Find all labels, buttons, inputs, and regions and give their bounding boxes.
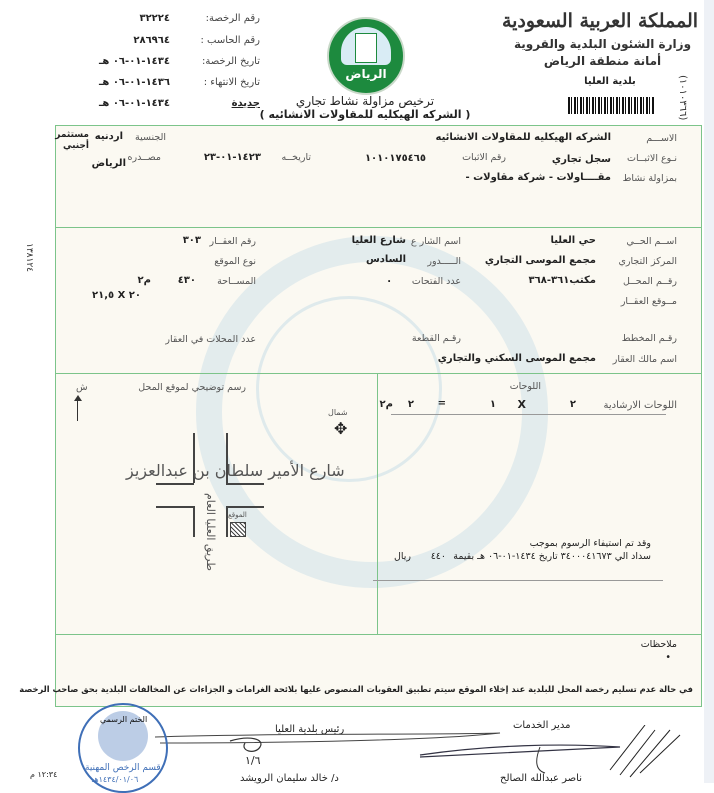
expiry-date-label: تاريخ الانتهاء : xyxy=(203,77,260,88)
fees-line1: وقد تم استيفاء الرسوم بموجب xyxy=(529,538,651,549)
road-line xyxy=(193,506,195,537)
barcode xyxy=(568,97,654,114)
fees-currency: ريال xyxy=(393,551,411,562)
site-label: مــوقع العقــار xyxy=(620,296,677,307)
property-owner-label: اسم مالك العقار xyxy=(612,354,677,365)
signature-stroke xyxy=(610,725,680,777)
cross-street-name: طريق العليا العام xyxy=(204,493,217,571)
north-arrow-head xyxy=(74,395,82,401)
logo-emblem xyxy=(341,27,391,65)
id-date: ١٤٢٣-٠١-٢٣ xyxy=(203,152,261,163)
area-unit: م٢ xyxy=(137,275,151,286)
signs-underline xyxy=(391,414,666,415)
id-type: سجل تجاري xyxy=(551,154,611,165)
compass-icon: ✥ xyxy=(334,419,348,438)
stamp-section-text: قسم الرخص المهنية xyxy=(85,763,161,773)
road-line xyxy=(226,483,264,485)
shop-number-label: رقــم المحــل xyxy=(623,276,677,287)
shops-count-label: عدد المحلات في العقار xyxy=(165,334,256,345)
floor: السادس xyxy=(365,254,406,265)
services-manager-name: ناصر عبدالله الصالح xyxy=(500,773,582,784)
fees-amount: ٤٤٠ xyxy=(430,551,446,562)
plan-number-label: رقـم المخطط xyxy=(621,333,677,344)
district: حي العليا xyxy=(550,235,596,246)
signature-stroke xyxy=(230,738,261,751)
activity-label: بمزاولة نشاط xyxy=(622,173,677,184)
notes-warning: في حالة عدم تسليم رخصة المحل للبلدية عند إخلاء الموقع سيتم تطبيق العقوبات المنصوص عليها بلائحة الغرامات و الجزاءات عن المخالفات البلدية بحق صاحب الرخصة xyxy=(19,684,693,694)
license-number: ٣٢٢٢٤ xyxy=(139,13,170,24)
divider xyxy=(56,373,701,374)
road-line xyxy=(156,483,194,485)
signs-total: ٢ xyxy=(407,399,414,410)
fees-line2: سداد الي ٣٤٠٠٠٤١٦٧٣ تاريخ ١٤٣٤-٠١-٠٦ هـ بقيمة xyxy=(453,551,651,562)
shop-number: مكتب٣٦١-٣٦٨ xyxy=(528,275,596,286)
expiry-date-row xyxy=(30,77,260,88)
fees-underline xyxy=(373,580,663,581)
nationality-label: الجنسية xyxy=(135,132,166,143)
computer-number-row xyxy=(30,35,260,46)
logo-tower-icon xyxy=(355,33,377,63)
stamp-date: ١٤٣٤/٠١/٠٦هـ xyxy=(92,775,139,784)
source: الرياض xyxy=(91,158,126,169)
license-number-row xyxy=(30,13,260,24)
handwritten-date: ١/٦ xyxy=(245,754,261,767)
license-number-label: رقم الرخصة: xyxy=(205,13,260,24)
kingdom-title: المملكة العربية السعودية xyxy=(501,10,699,32)
name-label: الاســـم xyxy=(646,133,677,144)
signatures xyxy=(140,725,700,783)
signs-label: اللوحات الارشادية xyxy=(603,400,677,411)
id-number: ١٠١٠١٧٥٤٦٥ xyxy=(364,153,426,164)
street: شارع العليا xyxy=(351,235,406,246)
owner-name: الشركه الهيكليه للمقاولات الانشائيه xyxy=(435,132,611,143)
side-reference-number: (١٠١٠٣٦٦) xyxy=(677,75,688,121)
expiry-date: ١٤٣٦-٠١-٠٦ هـ xyxy=(98,77,170,88)
status-date: ١٤٣٤-٠١-٠٦ هـ xyxy=(98,98,170,109)
notes-label: ملاحظات xyxy=(640,639,677,650)
computer-number-label: رقم الحاسب : xyxy=(200,35,260,46)
services-manager-title: مدير الخدمات xyxy=(513,720,571,731)
id-type-label: نـوع الاثبــات xyxy=(627,153,677,164)
plot-number-label: رقـم القطعة xyxy=(411,333,461,344)
investor-type: مستثمر أجنبي xyxy=(55,130,89,151)
source-label: مصــدره xyxy=(127,152,161,163)
signs-count: ٢ xyxy=(569,399,576,410)
signature-stroke xyxy=(155,733,500,743)
watermark-inner-ring xyxy=(256,296,442,482)
street-label: اسم الشار ع xyxy=(410,236,461,247)
license-date-label: تاريخ الرخصة: xyxy=(201,56,260,67)
nationality: اردنيه xyxy=(94,131,123,142)
signs-unit: م٢ xyxy=(379,399,393,410)
signature-stroke xyxy=(420,745,620,757)
riyadh-logo xyxy=(327,17,405,95)
official-stamp xyxy=(78,703,168,793)
site-type-label: نوع الموقع xyxy=(214,256,256,267)
north-short-label: ش xyxy=(76,382,88,393)
road-line xyxy=(226,506,264,508)
signs-equals: = xyxy=(437,398,446,409)
notes-bullet: • xyxy=(665,652,671,663)
divider xyxy=(56,634,701,635)
road-line xyxy=(156,506,194,508)
document-subtitle: ( الشركه الهيكليه للمقاولات الانشائيه ) xyxy=(259,108,471,121)
area: ٤٣٠ xyxy=(177,275,196,286)
computer-number: ٢٨٦٩٦٤ xyxy=(133,35,170,46)
signs-times: X xyxy=(517,398,526,411)
openings: . xyxy=(387,274,391,285)
status-row xyxy=(30,98,260,109)
page-edge xyxy=(704,0,714,783)
signs-title: اللوحات xyxy=(509,381,541,392)
left-reference-number: ١٣٨١٢٤ xyxy=(24,243,34,273)
license-date-row xyxy=(30,56,260,67)
signs-size: ١ xyxy=(489,399,496,410)
stamp-top-text: الختم الرسمي xyxy=(100,715,148,724)
commercial-center: مجمع الموسى التجاري xyxy=(484,255,596,266)
floor-label: الـــــدور xyxy=(427,256,461,267)
site-marker xyxy=(230,522,246,537)
logo-text: الرياض xyxy=(345,67,387,81)
license-date: ١٤٣٤-٠١-٠٦ هـ xyxy=(98,56,170,67)
print-time: ١٢:٣٤ م xyxy=(30,770,58,779)
license-status: جديدة xyxy=(231,98,260,109)
id-date-label: تاريخــه xyxy=(281,152,311,163)
ministry-name: وزارة الشئون البلدية والقروية xyxy=(513,37,692,51)
center-label: المركز التجاري xyxy=(618,256,677,267)
district-label: اســم الحــي xyxy=(626,236,677,247)
mayor-title: رئيس بلدية العليا xyxy=(275,724,345,735)
openings-label: عدد الفتحات xyxy=(411,276,461,287)
dimensions: ٢٠ X ٢١,٥ xyxy=(91,290,141,301)
id-number-label: رقم الاثبات xyxy=(462,152,506,163)
divider xyxy=(377,373,378,634)
main-street-name: شارع الأمير سلطان بن عبدالعزيز xyxy=(126,461,345,480)
property-number-label: رقم العقــار xyxy=(209,236,256,247)
property-owner: مجمع الموسى السكني والتجاري xyxy=(437,353,596,364)
property-number: ٣٠٣ xyxy=(182,235,201,246)
amana-name: أمانة منطقة الرياض xyxy=(543,54,662,68)
north-arrow-icon xyxy=(77,399,78,421)
mayor-name: د/ خالد سليمان الرويشد xyxy=(240,773,339,784)
municipality-name: بلدية العليا xyxy=(584,76,636,87)
site-marker-label: الموقع xyxy=(228,511,247,519)
compass-label: شمال xyxy=(328,408,348,417)
map-title: رسم توضيحي لموقع المحل xyxy=(138,382,246,393)
document-title: ترخيص مزاولة نشاط تجاري xyxy=(295,94,435,108)
area-label: المســاحة xyxy=(217,276,256,287)
activity: مقــــاولات - شركة مقاولات - xyxy=(465,172,611,183)
divider xyxy=(56,227,701,228)
